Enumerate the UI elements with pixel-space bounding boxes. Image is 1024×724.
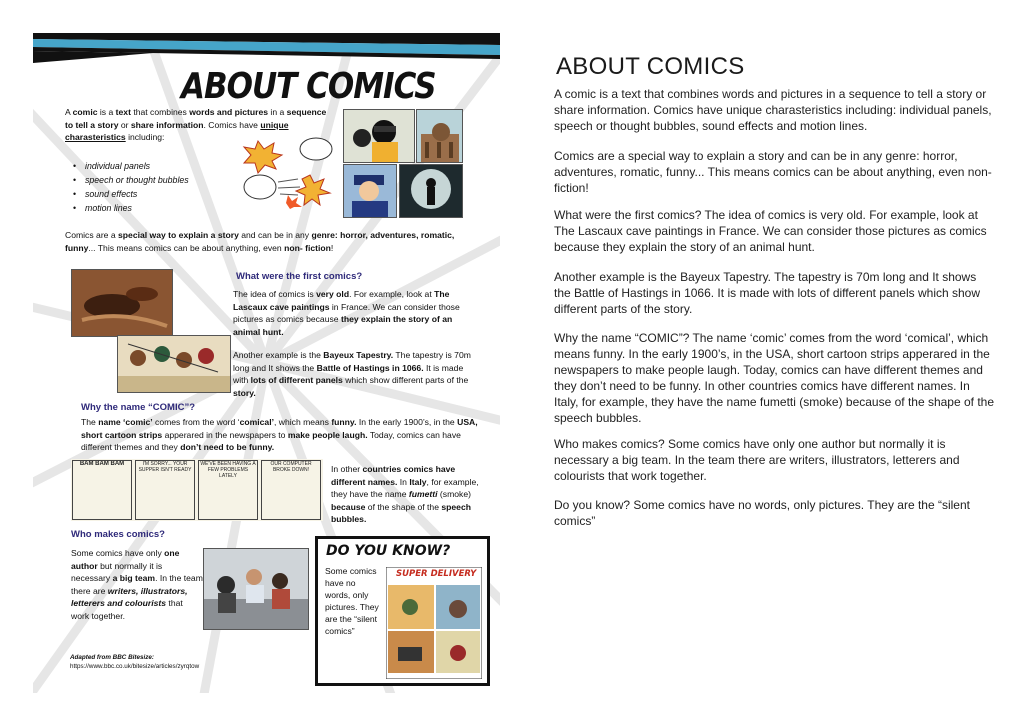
do-you-know-text: Some comics have no words, only pictures. They are the “silent comics” (325, 566, 379, 636)
who-makes-heading: Who makes comics? (71, 529, 165, 540)
bayeux-tapestry-image (117, 335, 231, 393)
silent-comic-illustration (386, 567, 482, 679)
sound-effects-illustration (238, 137, 338, 209)
genre-paragraph: Comics are a special way to explain a story and can be in any genre: horror, adventures, romatic, funny... This means comics can be about anything, even non- fiction! (65, 230, 455, 253)
text-paragraph: Who makes comics? Some comics have only one author but normally it is necessary a big team. In the team there are writers, illustrators, letterers and colourists that work together. (554, 437, 960, 483)
lascaux-cave-painting (71, 269, 173, 337)
bullet-item: • sound effects (85, 189, 137, 199)
strip-panel: BAM BAM BAM (72, 460, 132, 520)
why-name-paragraph: The name ‘comic’ comes from the word ‘comical’, which means funny. In the early 1900’s, in the USA, short cartoon strips apperared in the newspapers to make people laugh. Today, comics can have different themes and they don’t need to be funny. (81, 417, 478, 453)
team-photo (203, 548, 309, 630)
do-you-know-box (315, 536, 490, 686)
do-you-know-title: DO YOU KNOW? (326, 543, 451, 559)
page-title: ABOUT COMICS (556, 53, 745, 80)
bayeux-paragraph: Another example is the Bayeux Tapestry. The tapestry is 70m long and It shows the Battle of Hastings in 1066. It is made with lots of different panels which show different parts of the story. (233, 350, 471, 398)
who-makes-paragraph: Some comics have only one author but normally it is necessary a big team. In the team there are writers, illustrators, letterers and colourists that work together. (71, 548, 203, 621)
text-paragraph: A comic is a text that combines words and pictures in a sequence to tell a story or share information. Comics have unique charasteristics including: individual panels, speech or thought bubbles, sound effects and motion lines. (554, 87, 992, 133)
source-url: https://www.bbc.co.uk/bitesize/articles/zyrqtow (70, 663, 200, 670)
text-paragraph: Do you know? Some comics have no words, only pictures. They are the “silent comics” (554, 498, 970, 528)
why-name-heading: Why the name “COMIC”? (81, 402, 196, 413)
comic-panel-policeman (343, 164, 397, 218)
strip-panel: I'M SORRY... YOUR SUPPER ISN'T READY (135, 460, 195, 520)
bullet-item: • individual panels (85, 161, 150, 171)
comic-panel-thief (343, 109, 415, 163)
intro-paragraph: A comic is a text that combines words and pictures in a sequence to tell a story or share information. Comics have unique charasteristics including: (65, 107, 327, 143)
countries-paragraph: In other countries comics have different names. In Italy, for example, they have the name fumetti (smoke) because of the shape of the speech bubbles. (331, 464, 479, 525)
comics-poster (33, 33, 500, 693)
bullet-item: • motion lines (85, 203, 132, 213)
bullet-item: • speech or thought bubbles (85, 175, 189, 185)
strip-panel: OUR COMPUTER BROKE DOWN! (261, 460, 321, 520)
comic-panel-building (416, 109, 463, 163)
text-paragraph: Comics are a special way to explain a story and can be in any genre: horror, adventures, romatic, funny... This means comics can be about anything, even non- fiction! (554, 149, 992, 195)
peanuts-comic-strip (71, 459, 323, 521)
first-comics-heading: What were the first comics? (236, 271, 363, 282)
strip-panel: WE'VE BEEN HAVING A FEW PROBLEMS LATELY (198, 460, 258, 520)
poster-title: ABOUT COMICS (181, 66, 436, 108)
text-paragraph: What were the first comics? The idea of comics is very old. For example, look at The Lascaux cave paintings in France. We can consider those pictures as comics because they explain the story of an animal hunt. (554, 208, 987, 254)
source-credit: Adapted from BBC Bitesize: https://www.bbc.co.uk/bitesize/articles/zyrqtow (70, 654, 200, 670)
silent-comic-title: SUPER DELIVERY (396, 569, 477, 579)
text-paragraph: Another example is the Bayeux Tapestry. The tapestry is 70m long and It shows the Battle of Hastings in 1066. It is made with lots of different panels which show different parts of the story. (554, 270, 981, 316)
comic-panel-spotlight (399, 164, 463, 218)
text-paragraph: Why the name “COMIC”? The name ‘comic’ comes from the word ‘comical’, which means funny. In the early 1900’s, in the USA, short cartoon strips apperared in the newspapers to make people laugh. Today, comics can have different themes and they don’t need to be funny. In other countries comics have different names. In Italy, for example, they have the name fumetti (smoke) because of the shape of the speech bubbles. (554, 331, 995, 425)
lascaux-paragraph: The idea of comics is very old. For example, look at The Lascaux cave paintings in France. We can consider those pictures as comics because they explain the story of an animal hunt. (233, 289, 460, 337)
